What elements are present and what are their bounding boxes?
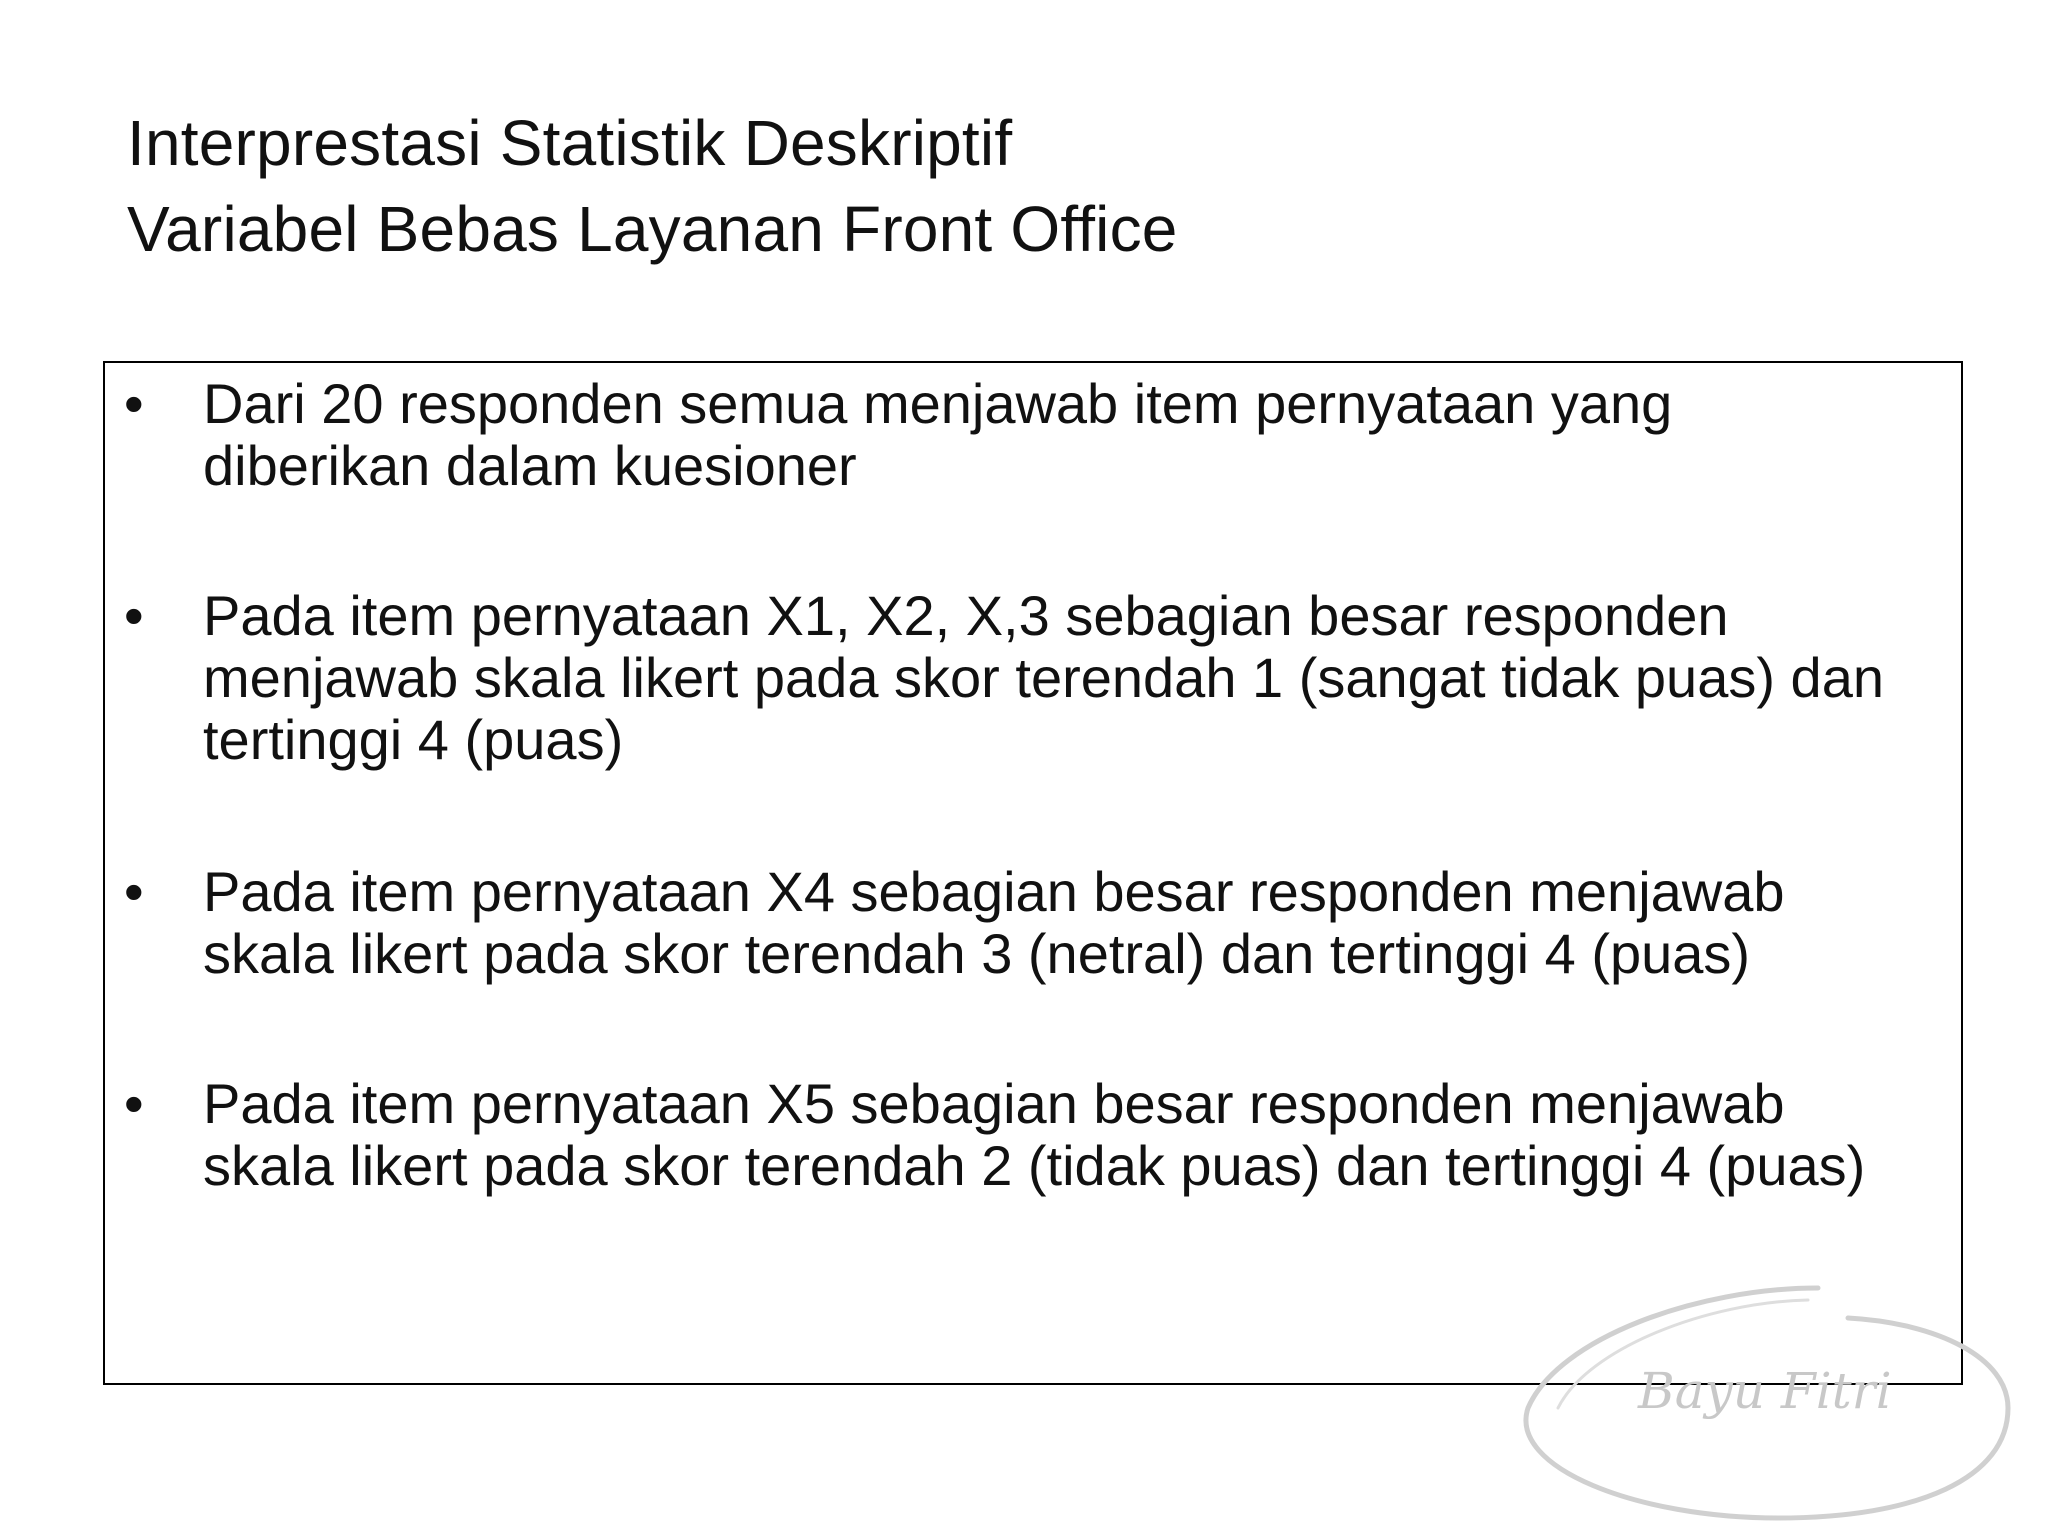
bullet-line: tertinggi 4 (puas)	[203, 708, 624, 771]
bullet-line: Pada item pernyataan X5 sebagian besar responden menjawab	[203, 1072, 1785, 1135]
bullet-text	[203, 1073, 1943, 1197]
bullet-line: Pada item pernyataan X4 sebagian besar responden menjawab	[203, 860, 1785, 923]
watermark-text: Bayu Fitri	[1638, 1362, 1892, 1420]
content-box	[103, 361, 1963, 1385]
bullet-line: menjawab skala likert pada skor terendah 1 (sangat tidak puas) dan	[203, 646, 1884, 709]
bullet-line: diberikan dalam kuesioner	[203, 434, 857, 497]
bullet-icon: •	[124, 1072, 144, 1135]
watermark-logo	[1518, 1278, 2018, 1528]
bullet-text	[203, 373, 1943, 497]
bullet-line: skala likert pada skor terendah 3 (netral) dan tertinggi 4 (puas)	[203, 922, 1751, 985]
slide-title-line-1: Interprestasi Statistik Deskriptif	[127, 107, 1013, 179]
slide-title-line-2: Variabel Bebas Layanan Front Office	[127, 193, 1178, 265]
bullet-icon: •	[124, 860, 144, 923]
bullet-line: Dari 20 responden semua menjawab item pernyataan yang	[203, 372, 1673, 435]
bullet-text	[203, 861, 1943, 985]
bullet-line: skala likert pada skor terendah 2 (tidak puas) dan tertinggi 4 (puas)	[203, 1134, 1866, 1197]
slide-title	[127, 100, 1927, 272]
bullet-line: Pada item pernyataan X1, X2, X,3 sebagian besar responden	[203, 584, 1729, 647]
bullet-icon: •	[124, 372, 144, 435]
bullet-text	[203, 585, 1943, 771]
bullet-icon: •	[124, 584, 144, 647]
